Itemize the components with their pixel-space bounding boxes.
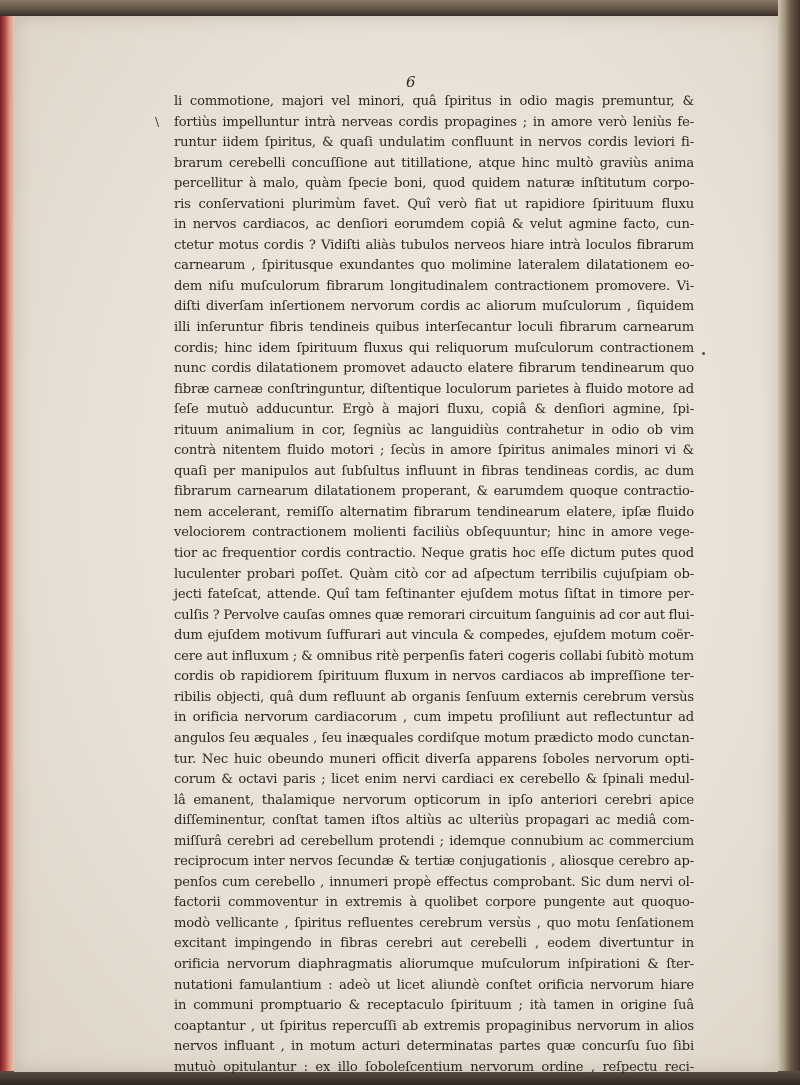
text-line: dem niſu muſculorum fibrarum longitudinalem contractionem promovere. Vi- — [174, 278, 694, 294]
text-line: dum ejuſdem motivum ſuffurari aut vincula & compedes, ejuſdem motum coër- — [174, 628, 694, 644]
text-line: in orificia nervorum cardiacorum , cum impetu proſiliunt aut reflectuntur ad — [174, 710, 694, 726]
text-line: culſis ? Pervolve cauſas omnes quæ remorari circuitum ſanguinis ad cor aut flui- — [174, 607, 694, 623]
book-top-edge — [0, 0, 800, 16]
text-line: ris conſervationi plurimùm favet. Quî verò fiat ut rapidiore ſpirituum fluxu — [174, 196, 694, 212]
page-number: 6 — [406, 73, 416, 91]
text-line: orificia nervorum diaphragmatis aliorumque muſculorum inſpirationi & ſter- — [174, 956, 694, 972]
text-line: in communi promptuario & receptaculo ſpirituum ; ità tamen in origine ſuâ — [174, 998, 694, 1014]
text-line: carnearum , ſpiritusque exundantes quo molimine lateralem dilatationem eo- — [174, 258, 694, 274]
text-line: fibræ carneæ conſtringuntur, diſtentique loculorum parietes à fluido motore ad — [174, 381, 694, 397]
text-line: cordis ob rapidiorem ſpirituum fluxum in nervos cardiacos ab impreſſione ter- — [174, 669, 694, 685]
text-line: mutuò opitulantur : ex illo ſoboleſcentium nervorum ordine , reſpectu reci- — [174, 1059, 694, 1075]
text-line: corum & octavi paris ; licet enim nervi cardiaci ex cerebello & ſpinali medul- — [174, 772, 694, 788]
text-line: diſti diverſam inſertionem nervorum cordis ac aliorum muſculorum , ſiquidem — [174, 299, 694, 315]
text-line: fortiùs impelluntur intrà nerveas cordis propagines ; in amore verò leniùs fe- — [174, 114, 694, 130]
text-line: coaptantur , ut ſpiritus repercuſſi ab extremis propaginibus nervorum in alios — [174, 1018, 694, 1034]
text-line: quaſi per manipulos aut ſubſultus influunt in fibras tendineas cordis, ac dum — [174, 463, 694, 479]
text-line: angulos ſeu æquales , ſeu inæquales cordiſque motum prædicto modo cunctan- — [174, 730, 694, 746]
text-line: cordis; hinc idem ſpirituum fluxus qui reliquorum muſculorum contractionem — [174, 340, 694, 356]
text-line: illi inſeruntur fibris tendineis quibus interſecantur loculi fibrarum carnearum — [174, 320, 694, 336]
text-line: rituum animalium in cor, ſegniùs ac languidiùs contrahetur in odio ob vim — [174, 422, 694, 438]
text-line: tur. Nec huic obeundo muneri officit diverſa apparens ſoboles nervorum opti- — [174, 751, 694, 767]
margin-ink-dot — [702, 352, 705, 355]
body-text — [174, 92, 694, 1078]
book-binding-edge — [0, 16, 14, 1085]
text-line: ribilis objecti, quâ dum refluunt ab organis ſenſuum externis cerebrum versùs — [174, 689, 694, 705]
text-line: nunc cordis dilatationem promovet adaucto elatere fibrarum tendinearum quo — [174, 361, 694, 377]
text-line: nem accelerant, remiſſo alternatim fibrarum tendinearum elatere, ipſæ fluido — [174, 504, 694, 520]
text-line: penſos cum cerebello , innumeri propè effectus comprobant. Sic dum nervi ol- — [174, 874, 694, 890]
margin-mark: \ — [155, 115, 160, 129]
text-line: excitant impingendo in fibras cerebri aut cerebelli , eodem divertuntur in — [174, 936, 694, 952]
text-line: in nervos cardiacos, ac denſiori eorumdem copiâ & velut agmine facto, cun- — [174, 217, 694, 233]
text-line: nutationi famulantium : adeò ut licet aliundè conſtet orificia nervorum hiare — [174, 977, 694, 993]
text-line: factorii commoventur in extremis à quolibet corpore pungente aut quoquo- — [174, 895, 694, 911]
text-line: li commotione, majori vel minori, quâ ſpiritus in odio magis premuntur, & — [174, 94, 694, 109]
text-line: brarum cerebelli concuſſione aut titillatione, atque hinc multò graviùs anima — [174, 155, 694, 171]
text-line: percellitur à malo, quàm ſpecie boni, quod quidem naturæ inſtitutum corpo- — [174, 176, 694, 192]
text-line: modò vellicante , ſpiritus refluentes cerebrum versùs , quo motu ſenſationem — [174, 915, 694, 931]
text-line: fibrarum carnearum dilatationem properant, & earumdem quoque contractio- — [174, 484, 694, 500]
text-line: runtur iidem ſpiritus, & quaſi undulatim confluunt in nervos cordis leviori fi- — [174, 135, 694, 151]
text-line: contrà nitentem fluido motori ; ſecùs in amore ſpiritus animales minori vi & — [174, 443, 694, 459]
text-line: tior ac frequentior cordis contractio. Neque gratis hoc eſſe dictum putes quod — [174, 546, 694, 562]
page-sheet — [14, 16, 778, 1075]
text-line: cere aut influxum ; & omnibus ritè perpenſis fateri cogeris collabi ſubitò motum — [174, 648, 694, 664]
text-line: lâ emanent, thalamique nervorum opticorum in ipſo anteriori cerebri apice — [174, 792, 694, 808]
text-line: nervos influant , in motum acturi determinatas partes quæ concurſu ſuo ſibi — [174, 1039, 694, 1055]
text-line: velociorem contractionem molienti faciliùs obſequuntur; hinc in amore vege- — [174, 525, 694, 541]
text-line: reciprocum inter nervos ſecundæ & tertiæ conjugationis , aliosque cerebro ap- — [174, 854, 694, 870]
book-fore-edge — [778, 0, 800, 1085]
text-line: luculenter probari poſſet. Quàm citò cor ad aſpectum terribilis cujuſpiam ob- — [174, 566, 694, 582]
text-line: jecti fateſcat, attende. Quî tam feſtinanter ejuſdem motus ſiſtat in timore per- — [174, 587, 694, 603]
text-line: ſeſe mutuò adducuntur. Ergò à majori fluxu, copiâ & denſiori agmine, ſpi- — [174, 402, 694, 418]
text-line: ctetur motus cordis ? Vidiſti aliàs tubulos nerveos hiare intrà loculos fibrarum — [174, 237, 694, 253]
text-line: miſſurâ cerebri ad cerebellum protendi ; idemque connubium ac commercium — [174, 833, 694, 849]
text-line: diſſeminentur, conſtat tamen iſtos altiùs ac ulteriùs propagari ac mediâ com- — [174, 813, 694, 829]
